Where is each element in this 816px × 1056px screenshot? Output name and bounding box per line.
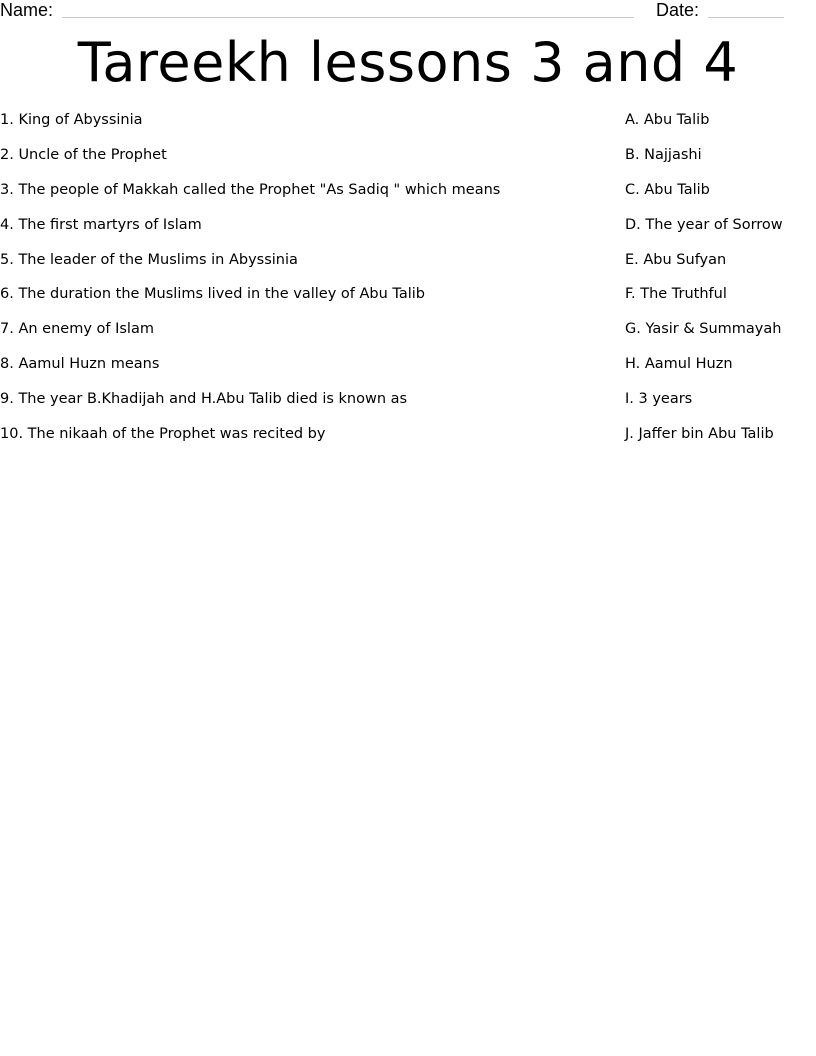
matching-row [0, 424, 816, 459]
answer-option: H. Aamul Huzn [625, 356, 733, 373]
matching-row [0, 319, 816, 354]
question-text: 3. The people of Makkah called the Prophet "As Sadiq " which means [0, 181, 501, 198]
question-text: 4. The first martyrs of Islam [0, 216, 202, 233]
matching-row [0, 180, 816, 215]
answer-option: A. Abu Talib [625, 112, 710, 128]
matching-row [0, 110, 816, 145]
answer-option: I. 3 years [625, 391, 693, 408]
date-label: Date: [656, 0, 700, 20]
worksheet-header [0, 0, 816, 24]
question-text: 5. The leader of the Muslims in Abyssinia [0, 251, 298, 268]
answer-option: J. Jaffer bin Abu Talib [625, 426, 774, 443]
answer-option: G. Yasir & Summayah [625, 321, 782, 338]
question-text: 8. Aamul Huzn means [0, 356, 160, 373]
page-title: Tareekh lessons 3 and 4 [77, 31, 739, 94]
name-blank-line [62, 17, 634, 18]
matching-row [0, 145, 816, 180]
answer-option: B. Najjashi [625, 146, 702, 163]
matching-row [0, 284, 816, 319]
date-blank-line [708, 17, 784, 18]
answer-option: C. Abu Talib [625, 181, 710, 198]
question-text: 10. The nikaah of the Prophet was recited by [0, 426, 326, 443]
matching-row [0, 389, 816, 424]
matching-row [0, 215, 816, 250]
question-text: 2. Uncle of the Prophet [0, 146, 167, 163]
matching-row [0, 354, 816, 389]
matching-row [0, 250, 816, 285]
name-label: Name: [0, 0, 54, 20]
question-text: 6. The duration the Muslims lived in the valley of Abu Talib [0, 286, 426, 303]
answer-option: D. The year of Sorrow [625, 216, 783, 233]
matching-list [0, 110, 816, 459]
question-text: 7. An enemy of Islam [0, 321, 154, 338]
question-text: 1. King of Abyssinia [0, 112, 143, 128]
question-text: 9. The year B.Khadijah and H.Abu Talib died is known as [0, 391, 408, 408]
answer-option: E. Abu Sufyan [625, 251, 727, 268]
answer-option: F. The Truthful [625, 286, 727, 303]
